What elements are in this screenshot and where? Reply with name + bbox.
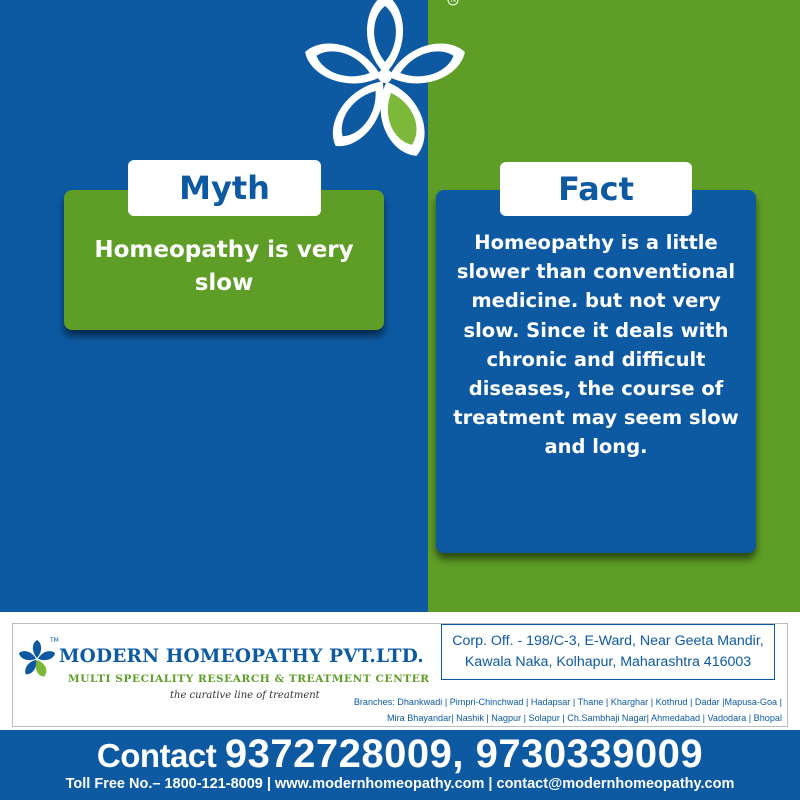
tollfree-web-email-line[interactable]: Toll Free No.– 1800-121-8009 | www.modernhomeopathy.com | contact@modernhomeopathy.com xyxy=(65,776,735,792)
office-address-box xyxy=(441,624,775,680)
myth-text: Homeopathy is very slow xyxy=(94,237,354,296)
brand-subtitle: MULTI SPECIALITY RESEARCH & TREATMENT CENTER xyxy=(68,673,430,685)
brand-flower-icon xyxy=(14,640,60,680)
contact-phone-numbers[interactable]: 9372728009, 9730339009 xyxy=(224,732,704,776)
office-address-line-2: Kawala Naka, Kolhapur, Maharashtra 416003 xyxy=(464,654,752,670)
flower-logo-icon xyxy=(300,0,470,170)
brand-tagline: the curative line of treatment xyxy=(170,690,320,701)
branches-line-1: Branches: Dhankwadi | Pimpri-Chinchwad | Hadapsar | Thane | Kharghar | Kothrud | Dadar |Mapusa-Goa | xyxy=(353,697,782,707)
contact-label: Contact xyxy=(96,737,225,774)
fact-heading: Fact xyxy=(500,162,692,216)
fact-text: Homeopathy is a little slower than conventional medicine. but not very slow. Since it deals with chronic and difficult diseases, the course of treatment may seem slow and long. xyxy=(453,231,739,459)
branches-list xyxy=(330,694,782,726)
myth-heading: Myth xyxy=(128,160,321,216)
brand-trademark: TM xyxy=(50,637,59,644)
contact-line xyxy=(0,732,800,777)
brand-name: MODERN HOMEOPATHY PVT.LTD. xyxy=(59,646,424,667)
branches-line-2: Mira Bhayandar| Nashik | Nagpur | Solapur | Ch.Sambhaji Nagar| Ahmedabad | Vadodara | Bhopal xyxy=(387,713,782,723)
office-address-line-1: Corp. Off. - 198/C-3, E-Ward, Near Geeta Mandir, xyxy=(452,633,764,649)
trademark-mark: TM xyxy=(450,0,456,3)
